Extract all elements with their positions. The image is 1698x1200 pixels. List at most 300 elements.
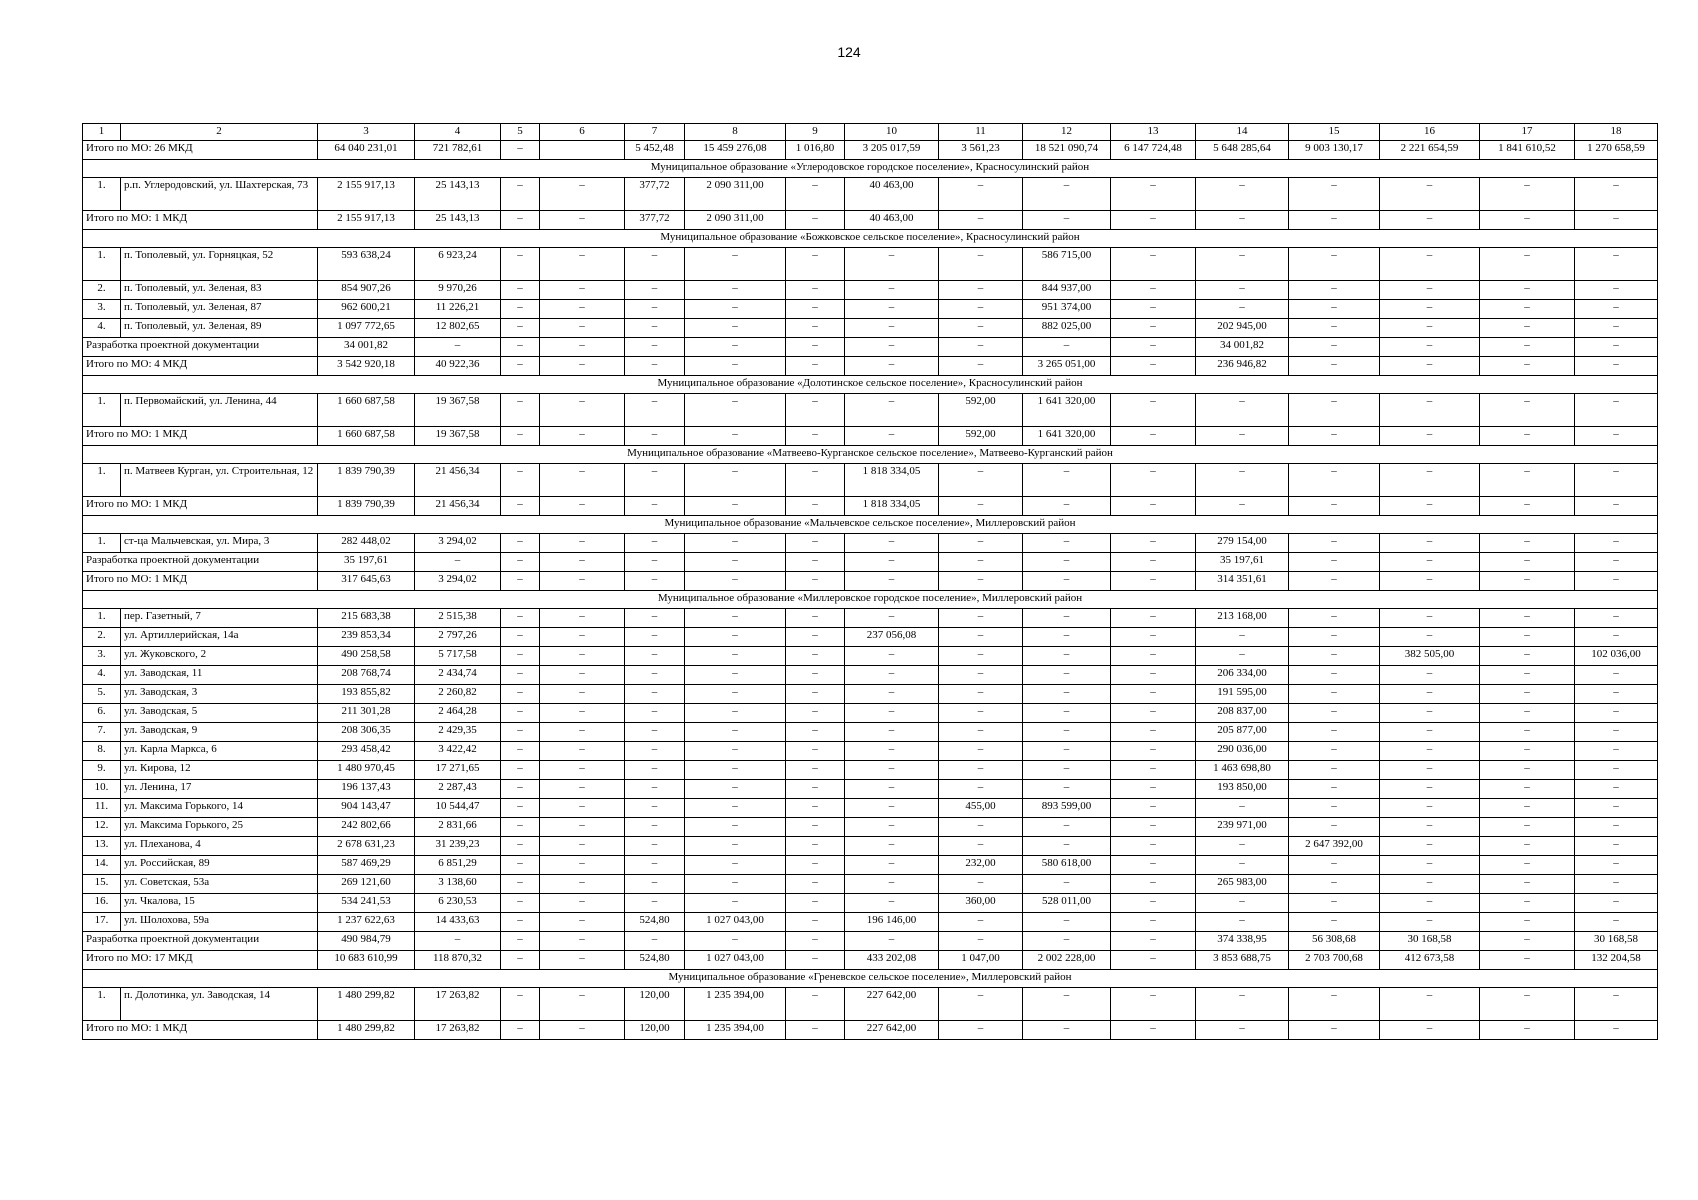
value-cell: 2 221 654,59 [1380, 141, 1480, 160]
address-cell: ул. Заводская, 9 [121, 723, 318, 742]
value-cell: – [1023, 818, 1111, 837]
value-cell: – [625, 647, 685, 666]
table-row [83, 780, 1658, 799]
table-row [83, 281, 1658, 300]
value-cell: 2 287,43 [415, 780, 501, 799]
value-cell: – [845, 357, 939, 376]
value-cell: – [1289, 780, 1380, 799]
value-cell: – [786, 1021, 845, 1040]
value-cell: 1 235 394,00 [685, 1021, 786, 1040]
value-cell: – [1289, 799, 1380, 818]
value-cell: – [939, 761, 1023, 780]
value-cell: – [1111, 178, 1196, 211]
row-number: 11. [83, 799, 121, 818]
total-row [83, 497, 1658, 516]
value-cell: – [685, 427, 786, 446]
value-cell: – [1480, 761, 1575, 780]
value-cell: – [540, 818, 625, 837]
value-cell: – [625, 799, 685, 818]
table-row [83, 248, 1658, 281]
value-cell: 2 464,28 [415, 704, 501, 723]
value-cell: – [625, 281, 685, 300]
value-cell: – [786, 761, 845, 780]
value-cell: 3 422,42 [415, 742, 501, 761]
address-cell: ул. Ленина, 17 [121, 780, 318, 799]
value-cell: 377,72 [625, 211, 685, 230]
value-cell: – [540, 338, 625, 357]
value-cell: – [786, 988, 845, 1021]
value-cell: – [1380, 178, 1480, 211]
value-cell: – [786, 932, 845, 951]
value-cell: – [685, 338, 786, 357]
value-cell: – [1575, 534, 1658, 553]
value-cell: – [1380, 338, 1480, 357]
value-cell: – [1111, 211, 1196, 230]
value-cell: – [501, 856, 540, 875]
value-cell: – [1380, 497, 1480, 516]
value-cell: 3 853 688,75 [1196, 951, 1289, 970]
row-number: 10. [83, 780, 121, 799]
value-cell: – [786, 780, 845, 799]
value-cell: – [1575, 723, 1658, 742]
value-cell: – [939, 685, 1023, 704]
table-row [83, 628, 1658, 647]
value-cell: – [685, 666, 786, 685]
value-cell: – [1480, 704, 1575, 723]
value-cell: – [939, 837, 1023, 856]
value-cell: 14 433,63 [415, 913, 501, 932]
value-cell: – [1023, 837, 1111, 856]
value-cell: – [1480, 742, 1575, 761]
value-cell: – [540, 932, 625, 951]
value-cell: 534 241,53 [318, 894, 415, 913]
value-cell: 282 448,02 [318, 534, 415, 553]
column-header: 17 [1480, 124, 1575, 141]
value-cell: – [1575, 666, 1658, 685]
value-cell: 35 197,61 [318, 553, 415, 572]
section-title: Муниципальное образование «Углеродовское городское поселение», Красносулинский район [83, 160, 1658, 178]
value-cell: – [685, 932, 786, 951]
table-row [83, 647, 1658, 666]
value-cell: 10 544,47 [415, 799, 501, 818]
value-cell: – [1575, 572, 1658, 591]
value-cell: 3 542 920,18 [318, 357, 415, 376]
value-cell: – [685, 394, 786, 427]
value-cell: 524,80 [625, 913, 685, 932]
value-cell: – [786, 818, 845, 837]
value-cell: – [1575, 497, 1658, 516]
value-cell: – [501, 211, 540, 230]
value-cell: – [625, 394, 685, 427]
row-label: Разработка проектной документации [83, 338, 318, 357]
value-cell: – [939, 609, 1023, 628]
row-label: Итого по МО: 26 МКД [83, 141, 318, 160]
column-header: 5 [501, 124, 540, 141]
value-cell: – [625, 497, 685, 516]
table-row [83, 894, 1658, 913]
value-cell: 1 016,80 [786, 141, 845, 160]
value-cell: – [1196, 211, 1289, 230]
address-cell: ул. Карла Маркса, 6 [121, 742, 318, 761]
value-cell: – [1480, 818, 1575, 837]
value-cell: – [685, 704, 786, 723]
value-cell: – [1575, 875, 1658, 894]
column-header: 18 [1575, 124, 1658, 141]
value-cell: – [845, 338, 939, 357]
value-cell: – [1480, 211, 1575, 230]
value-cell: 6 923,24 [415, 248, 501, 281]
value-cell: – [625, 572, 685, 591]
total-row [83, 141, 1658, 160]
value-cell: – [1480, 609, 1575, 628]
address-cell: ул. Артиллерийская, 14а [121, 628, 318, 647]
value-cell: – [1289, 178, 1380, 211]
value-cell: – [540, 319, 625, 338]
value-cell: – [1023, 211, 1111, 230]
value-cell: – [1480, 553, 1575, 572]
value-cell: – [625, 300, 685, 319]
value-cell: – [786, 178, 845, 211]
value-cell: – [1575, 1021, 1658, 1040]
value-cell: – [786, 609, 845, 628]
value-cell: – [625, 723, 685, 742]
value-cell: – [1380, 534, 1480, 553]
value-cell: 592,00 [939, 394, 1023, 427]
value-cell: – [939, 932, 1023, 951]
value-cell: – [1111, 572, 1196, 591]
address-cell: ул. Жуковского, 2 [121, 647, 318, 666]
value-cell: – [1111, 464, 1196, 497]
value-cell: – [501, 818, 540, 837]
value-cell: 6 230,53 [415, 894, 501, 913]
value-cell: – [501, 742, 540, 761]
value-cell: – [501, 609, 540, 628]
value-cell: – [1480, 685, 1575, 704]
value-cell: – [685, 281, 786, 300]
value-cell: – [1380, 818, 1480, 837]
value-cell: 382 505,00 [1380, 647, 1480, 666]
value-cell: – [501, 178, 540, 211]
value-cell: – [685, 799, 786, 818]
value-cell: – [1023, 338, 1111, 357]
value-cell: – [1289, 572, 1380, 591]
value-cell: – [1196, 894, 1289, 913]
column-header: 4 [415, 124, 501, 141]
value-cell: – [786, 913, 845, 932]
value-cell: – [1196, 178, 1289, 211]
table-row [83, 988, 1658, 1021]
value-cell: – [1023, 685, 1111, 704]
value-cell: – [1575, 894, 1658, 913]
value-cell: – [1196, 837, 1289, 856]
value-cell: – [1111, 913, 1196, 932]
value-cell: – [1380, 464, 1480, 497]
value-cell: – [1380, 799, 1480, 818]
value-cell: – [685, 553, 786, 572]
value-cell: – [1575, 300, 1658, 319]
table-row [83, 178, 1658, 211]
column-header: 14 [1196, 124, 1289, 141]
value-cell: 3 265 051,00 [1023, 357, 1111, 376]
value-cell: 317 645,63 [318, 572, 415, 591]
value-cell: – [1196, 913, 1289, 932]
value-cell: – [540, 856, 625, 875]
value-cell: – [1480, 497, 1575, 516]
value-cell: 1 027 043,00 [685, 951, 786, 970]
table-body [83, 124, 1658, 1040]
value-cell: – [1289, 464, 1380, 497]
value-cell: 25 143,13 [415, 178, 501, 211]
total-row [83, 951, 1658, 970]
value-cell: – [1575, 837, 1658, 856]
section-header-row [83, 376, 1658, 394]
value-cell: – [1111, 300, 1196, 319]
value-cell: – [685, 856, 786, 875]
value-cell: – [1289, 913, 1380, 932]
value-cell: – [1575, 818, 1658, 837]
section-title: Муниципальное образование «Божковское сельское поселение», Красносулинский район [83, 230, 1658, 248]
value-cell: 213 168,00 [1196, 609, 1289, 628]
column-header: 8 [685, 124, 786, 141]
value-cell: – [939, 647, 1023, 666]
value-cell: – [1023, 497, 1111, 516]
value-cell: 11 226,21 [415, 300, 501, 319]
value-cell: – [685, 894, 786, 913]
section-title: Муниципальное образование «Миллеровское городское поселение», Миллеровский район [83, 591, 1658, 609]
value-cell: 2 647 392,00 [1289, 837, 1380, 856]
table-row [83, 666, 1658, 685]
value-cell: – [1111, 319, 1196, 338]
value-cell: 2 090 311,00 [685, 178, 786, 211]
value-cell: – [1111, 357, 1196, 376]
value-cell: – [1289, 394, 1380, 427]
value-cell: 10 683 610,99 [318, 951, 415, 970]
value-cell: – [540, 780, 625, 799]
value-cell: – [1196, 1021, 1289, 1040]
value-cell: – [845, 572, 939, 591]
value-cell: – [939, 704, 1023, 723]
value-cell: 211 301,28 [318, 704, 415, 723]
value-cell: – [1111, 647, 1196, 666]
value-cell: – [1289, 319, 1380, 338]
value-cell: – [1575, 248, 1658, 281]
value-cell: 208 837,00 [1196, 704, 1289, 723]
value-cell: – [685, 628, 786, 647]
address-cell: п. Первомайский, ул. Ленина, 44 [121, 394, 318, 427]
value-cell: – [501, 553, 540, 572]
value-cell: – [1023, 875, 1111, 894]
value-cell: – [1480, 464, 1575, 497]
value-cell: – [1111, 761, 1196, 780]
value-cell: 2 429,35 [415, 723, 501, 742]
value-cell: – [415, 932, 501, 951]
value-cell: – [625, 856, 685, 875]
value-cell: 2 434,74 [415, 666, 501, 685]
value-cell: 962 600,21 [318, 300, 415, 319]
section-title: Муниципальное образование «Греневское сельское поселение», Миллеровский район [83, 970, 1658, 988]
value-cell: – [501, 497, 540, 516]
value-cell: – [1575, 357, 1658, 376]
value-cell: – [625, 837, 685, 856]
value-cell: – [540, 951, 625, 970]
page-number: 124 [837, 44, 861, 60]
value-cell: 227 642,00 [845, 1021, 939, 1040]
row-label: Итого по МО: 17 МКД [83, 951, 318, 970]
value-cell: – [1575, 742, 1658, 761]
value-cell: – [625, 319, 685, 338]
value-cell: – [540, 685, 625, 704]
value-cell: – [1111, 837, 1196, 856]
value-cell: – [786, 951, 845, 970]
value-cell: – [501, 799, 540, 818]
value-cell: – [939, 818, 1023, 837]
table-row [83, 464, 1658, 497]
value-cell: – [1111, 818, 1196, 837]
value-cell: – [1023, 723, 1111, 742]
value-cell: – [1380, 780, 1480, 799]
value-cell: – [1480, 1021, 1575, 1040]
row-number: 1. [83, 248, 121, 281]
value-cell: – [501, 281, 540, 300]
value-cell: – [540, 464, 625, 497]
value-cell: 593 638,24 [318, 248, 415, 281]
value-cell: – [1111, 856, 1196, 875]
value-cell: – [845, 761, 939, 780]
row-label: Итого по МО: 1 МКД [83, 211, 318, 230]
value-cell: – [1111, 534, 1196, 553]
row-number: 2. [83, 628, 121, 647]
value-cell: – [501, 932, 540, 951]
value-cell: – [501, 704, 540, 723]
value-cell: – [540, 647, 625, 666]
value-cell: – [685, 780, 786, 799]
value-cell: – [1480, 300, 1575, 319]
value-cell: – [1575, 464, 1658, 497]
value-cell: – [685, 837, 786, 856]
value-cell: – [415, 553, 501, 572]
value-cell: 490 984,79 [318, 932, 415, 951]
value-cell: – [1380, 609, 1480, 628]
value-cell: 118 870,32 [415, 951, 501, 970]
value-cell: – [1023, 534, 1111, 553]
value-cell: – [625, 742, 685, 761]
value-cell: 2 155 917,13 [318, 178, 415, 211]
value-cell: – [1196, 248, 1289, 281]
address-cell: ул. Чкалова, 15 [121, 894, 318, 913]
value-cell: – [540, 553, 625, 572]
value-cell: – [1575, 553, 1658, 572]
value-cell: – [786, 464, 845, 497]
value-cell: 242 802,66 [318, 818, 415, 837]
value-cell: – [540, 704, 625, 723]
row-number: 3. [83, 300, 121, 319]
value-cell: – [1480, 799, 1575, 818]
value-cell: 1 641 320,00 [1023, 394, 1111, 427]
column-header-row [83, 124, 1658, 141]
value-cell: – [415, 338, 501, 357]
value-cell: – [1111, 932, 1196, 951]
value-cell: – [1480, 628, 1575, 647]
value-cell: – [501, 319, 540, 338]
value-cell: – [1111, 628, 1196, 647]
column-header: 3 [318, 124, 415, 141]
value-cell: 293 458,42 [318, 742, 415, 761]
value-cell: – [1380, 913, 1480, 932]
value-cell: – [540, 357, 625, 376]
value-cell: 433 202,08 [845, 951, 939, 970]
value-cell: – [685, 761, 786, 780]
value-cell: – [1111, 394, 1196, 427]
value-cell: – [625, 427, 685, 446]
address-cell: ул. Плеханова, 4 [121, 837, 318, 856]
value-cell: – [1480, 338, 1575, 357]
value-cell: – [625, 534, 685, 553]
value-cell: 35 197,61 [1196, 553, 1289, 572]
value-cell: – [845, 723, 939, 742]
value-cell: – [1111, 1021, 1196, 1040]
value-cell: 40 922,36 [415, 357, 501, 376]
value-cell: – [845, 300, 939, 319]
value-cell: 854 907,26 [318, 281, 415, 300]
row-number: 1. [83, 178, 121, 211]
value-cell: – [1575, 856, 1658, 875]
value-cell: – [501, 248, 540, 281]
value-cell: – [625, 780, 685, 799]
value-cell: 34 001,82 [318, 338, 415, 357]
value-cell: – [1289, 211, 1380, 230]
value-cell: – [1111, 281, 1196, 300]
value-cell: 215 683,38 [318, 609, 415, 628]
row-number: 1. [83, 609, 121, 628]
value-cell: – [786, 281, 845, 300]
value-cell: – [1023, 628, 1111, 647]
table-row [83, 685, 1658, 704]
table-row [83, 723, 1658, 742]
value-cell: 239 853,34 [318, 628, 415, 647]
column-header: 12 [1023, 124, 1111, 141]
value-cell: 1 818 334,05 [845, 497, 939, 516]
value-cell: – [1289, 742, 1380, 761]
value-cell: – [501, 988, 540, 1021]
value-cell: 580 618,00 [1023, 856, 1111, 875]
value-cell: – [1480, 894, 1575, 913]
value-cell: 2 831,66 [415, 818, 501, 837]
column-header: 15 [1289, 124, 1380, 141]
value-cell: – [1289, 427, 1380, 446]
value-cell: – [501, 464, 540, 497]
value-cell: – [939, 281, 1023, 300]
value-cell: – [845, 609, 939, 628]
value-cell: – [786, 534, 845, 553]
value-cell: 2 515,38 [415, 609, 501, 628]
value-cell: 6 851,29 [415, 856, 501, 875]
value-cell: – [845, 394, 939, 427]
value-cell: – [1111, 894, 1196, 913]
value-cell: 208 768,74 [318, 666, 415, 685]
value-cell: – [1480, 572, 1575, 591]
value-cell: – [1023, 761, 1111, 780]
value-cell: – [939, 780, 1023, 799]
value-cell: – [540, 281, 625, 300]
value-cell: – [1196, 628, 1289, 647]
value-cell: 132 204,58 [1575, 951, 1658, 970]
row-number: 1. [83, 464, 121, 497]
value-cell: 586 715,00 [1023, 248, 1111, 281]
row-number: 12. [83, 818, 121, 837]
value-cell: 1 641 320,00 [1023, 427, 1111, 446]
value-cell: – [1575, 609, 1658, 628]
section-title: Муниципальное образование «Долотинское сельское поселение», Красносулинский район [83, 376, 1658, 394]
